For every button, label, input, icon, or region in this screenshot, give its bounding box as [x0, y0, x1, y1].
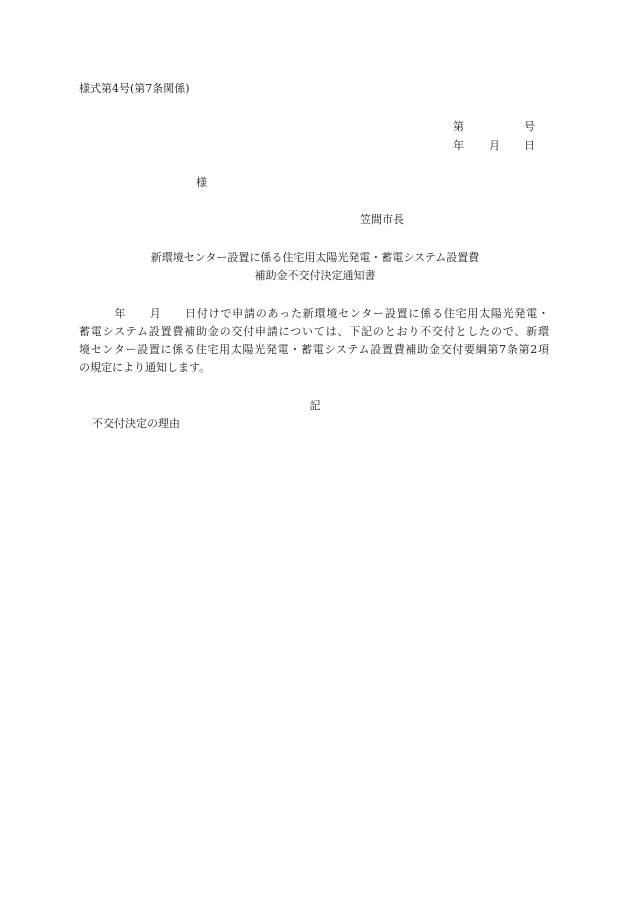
document-number-suffix: 号 [524, 120, 535, 133]
rejection-reason-label: 不交付決定の理由 [92, 417, 180, 430]
body-line-2: 蓄電システム設置費補助金の交付申請については、下記のとおり不交付としたので、新環 [79, 325, 549, 338]
date-year-label: 年 [453, 139, 464, 152]
date-month-label: 月 [489, 139, 500, 152]
document-title-line-1: 新環境センター設置に係る住宅用太陽光発電・蓄電システム設置費 [150, 251, 480, 264]
issuer-name: 笠間市長 [360, 213, 404, 226]
date-day-label: 日 [524, 139, 535, 152]
document-title-line-2: 補助金不交付決定通知書 [254, 269, 376, 282]
form-number: 様式第4号(第7条関係) [79, 82, 190, 95]
document-number-prefix: 第 [453, 120, 464, 133]
body-line-1: 年 月 日付けで申請のあった新環境センター設置に係る住宅用太陽光発電・ [79, 307, 549, 320]
body-line-3: 境センター設置に係る住宅用太陽光発電・蓄電システム設置費補助金交付要綱第7条第2項 [79, 343, 549, 356]
ki-heading: 記 [309, 399, 321, 412]
addressee-honorific: 様 [196, 176, 207, 189]
notice-body [79, 305, 549, 377]
body-line-4: の規定により通知します。 [79, 361, 211, 374]
